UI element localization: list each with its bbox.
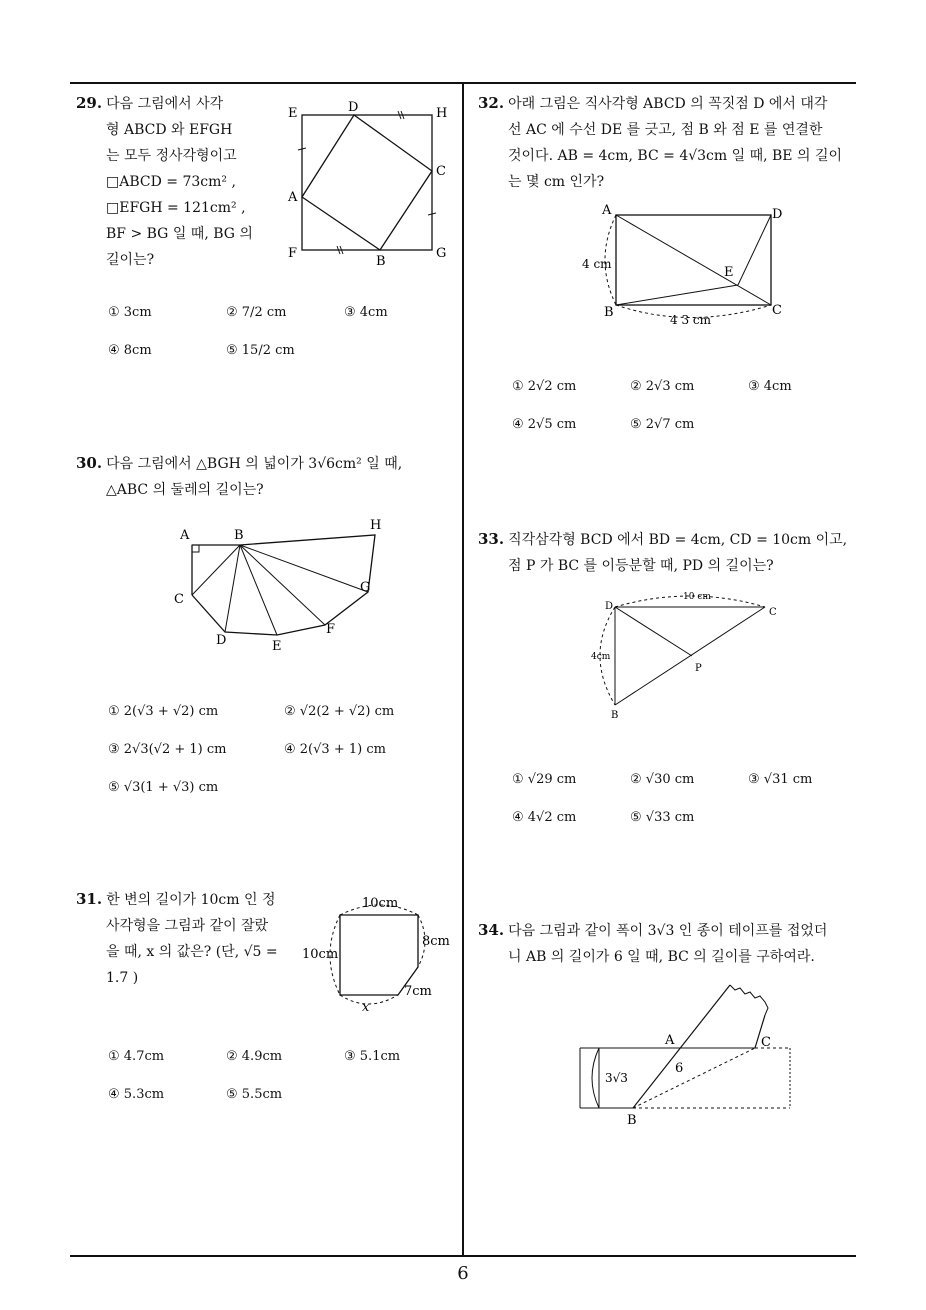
fig-label: 4 cm (582, 257, 612, 271)
choice[interactable]: ③ 2√3(√2 + 1) cm (108, 741, 227, 757)
choice[interactable]: ① 2(√3 + √2) cm (108, 703, 219, 719)
q31-choices (108, 1037, 462, 1113)
question-text: 사각형을 그림과 같이 잘랐 (106, 918, 269, 934)
choice[interactable]: ② 2√3 cm (630, 378, 695, 394)
fig-label: E (288, 106, 298, 121)
question-text: 1.7 ) (106, 970, 139, 986)
fig-label: 8cm (422, 934, 450, 949)
question-text: 직각삼각형 BCD 에서 BD = 4cm, CD = 10cm 이고, (508, 532, 848, 548)
fig-label: A (180, 528, 190, 543)
fig-label: x (362, 1000, 370, 1015)
question-number: 31. (76, 890, 103, 908)
q30-figure (170, 515, 400, 660)
question-text: 는 몇 cm 인가? (508, 174, 605, 190)
bottom-rule (70, 1255, 856, 1257)
fig-label: A (665, 1033, 675, 1048)
choice[interactable]: ① 4.7cm (108, 1048, 165, 1064)
question-number: 32. (478, 94, 505, 112)
fig-label: B (234, 528, 244, 543)
question-text: □EFGH = 121cm² , (106, 200, 246, 216)
fig-label: E (272, 639, 282, 654)
question-text: 다음 그림에서 △BGH 의 넓이가 3√6cm² 일 때, (106, 456, 403, 472)
question-29 (76, 90, 276, 273)
fig-label: C (174, 592, 184, 607)
fig-label: 10 cm (683, 592, 711, 602)
choice[interactable]: ④ 2√5 cm (512, 416, 577, 432)
question-30 (76, 450, 456, 503)
page-number: 6 (457, 1263, 469, 1284)
q32-choices (512, 367, 866, 443)
choice[interactable]: ① 3cm (108, 304, 152, 320)
q33-choices (512, 760, 866, 836)
fig-label: B (611, 710, 619, 721)
choice[interactable]: ④ 5.3cm (108, 1086, 165, 1102)
question-text: 형 ABCD 와 EFGH (106, 122, 233, 138)
choice[interactable]: ② 7/2 cm (226, 304, 287, 320)
question-32 (478, 90, 858, 195)
fig-label: 6 (675, 1061, 684, 1076)
question-31 (76, 886, 296, 991)
choice[interactable]: ⑤ 2√7 cm (630, 416, 695, 432)
question-text: BF > BG 일 때, BG 의 (106, 226, 253, 242)
fig-label: D (348, 100, 359, 115)
fig-label: A (602, 203, 612, 218)
fig-label: H (436, 106, 448, 121)
fig-label: F (288, 246, 298, 261)
choice[interactable]: ② 4.9cm (226, 1048, 283, 1064)
fig-label: 4 3 cm (670, 313, 711, 327)
column-divider (462, 82, 464, 1257)
choice[interactable]: ⑤ 5.5cm (226, 1086, 283, 1102)
fig-label: 7cm (404, 984, 432, 999)
choice[interactable]: ③ 4cm (344, 304, 388, 320)
fig-label: C (772, 303, 782, 318)
q30-choices (108, 692, 460, 806)
fig-label: D (605, 601, 614, 612)
fig-label: D (772, 207, 783, 222)
choice[interactable]: ③ √31 cm (748, 771, 813, 787)
q29-figure (280, 95, 460, 270)
fig-label: C (436, 164, 446, 179)
fig-label: B (604, 305, 614, 320)
question-text: 한 변의 길이가 10cm 인 정 (106, 892, 276, 908)
fig-label: G (436, 246, 447, 261)
fig-label: G (360, 580, 371, 595)
fig-label: P (695, 663, 702, 674)
question-text: △ABC 의 둘레의 길이는? (106, 482, 264, 498)
q31-figure (300, 895, 455, 1020)
question-text: 을 때, x 의 값은? (단, √5 = (106, 944, 278, 960)
choice[interactable]: ④ 2(√3 + 1) cm (284, 741, 386, 757)
choice[interactable]: ① 2√2 cm (512, 378, 577, 394)
fig-label: 10cm (362, 896, 399, 911)
question-text: 길이는? (106, 252, 155, 268)
question-text: 아래 그림은 직사각형 ABCD 의 꼭짓점 D 에서 대각 (508, 96, 828, 112)
q33-figure (585, 585, 785, 725)
question-text: □ABCD = 73cm² , (106, 174, 236, 190)
question-text: 다음 그림에서 사각 (106, 96, 224, 112)
fig-label: D (216, 633, 227, 648)
choice[interactable]: ③ 4cm (748, 378, 792, 394)
choice[interactable]: ② √30 cm (630, 771, 695, 787)
fig-label: B (627, 1113, 637, 1128)
question-text: 니 AB 의 길이가 6 일 때, BC 의 길이를 구하여라. (508, 949, 815, 965)
choice[interactable]: ⑤ √3(1 + √3) cm (108, 779, 219, 795)
choice[interactable]: ③ 5.1cm (344, 1048, 401, 1064)
fig-label: C (761, 1035, 771, 1050)
question-34 (478, 917, 858, 970)
q29-choices (108, 293, 462, 369)
question-number: 30. (76, 454, 103, 472)
fig-label: E (724, 265, 734, 280)
question-text: 다음 그림과 같이 폭이 3√3 인 종이 테이프를 접었더 (508, 923, 828, 939)
question-text: 것이다. AB = 4cm, BC = 4√3cm 일 때, BE 의 길이 (508, 148, 842, 164)
choice[interactable]: ② √2(2 + √2) cm (284, 703, 395, 719)
fig-label: 3√3 (605, 1071, 628, 1085)
q32-figure (580, 200, 800, 335)
choice[interactable]: ① √29 cm (512, 771, 577, 787)
fig-label: A (288, 190, 298, 205)
question-number: 33. (478, 530, 505, 548)
choice[interactable]: ⑤ 15/2 cm (226, 342, 295, 358)
fig-label: 4cm (591, 652, 611, 662)
fig-label: C (769, 607, 777, 618)
choice[interactable]: ④ 4√2 cm (512, 809, 577, 825)
fig-label: H (370, 518, 382, 533)
fig-label: B (376, 254, 386, 269)
fig-label: 10cm (302, 947, 339, 962)
choice[interactable]: ④ 8cm (108, 342, 152, 358)
fig-label: F (326, 622, 336, 637)
question-text: 선 AC 에 수선 DE 를 긋고, 점 B 와 점 E 를 연결한 (508, 122, 823, 138)
question-number: 34. (478, 921, 505, 939)
question-33 (478, 526, 858, 579)
question-text: 는 모두 정사각형이고 (106, 148, 237, 164)
q34-figure (575, 980, 805, 1130)
question-number: 29. (76, 94, 103, 112)
question-text: 점 P 가 BC 를 이등분할 때, PD 의 길이는? (508, 558, 774, 574)
choice[interactable]: ⑤ √33 cm (630, 809, 695, 825)
